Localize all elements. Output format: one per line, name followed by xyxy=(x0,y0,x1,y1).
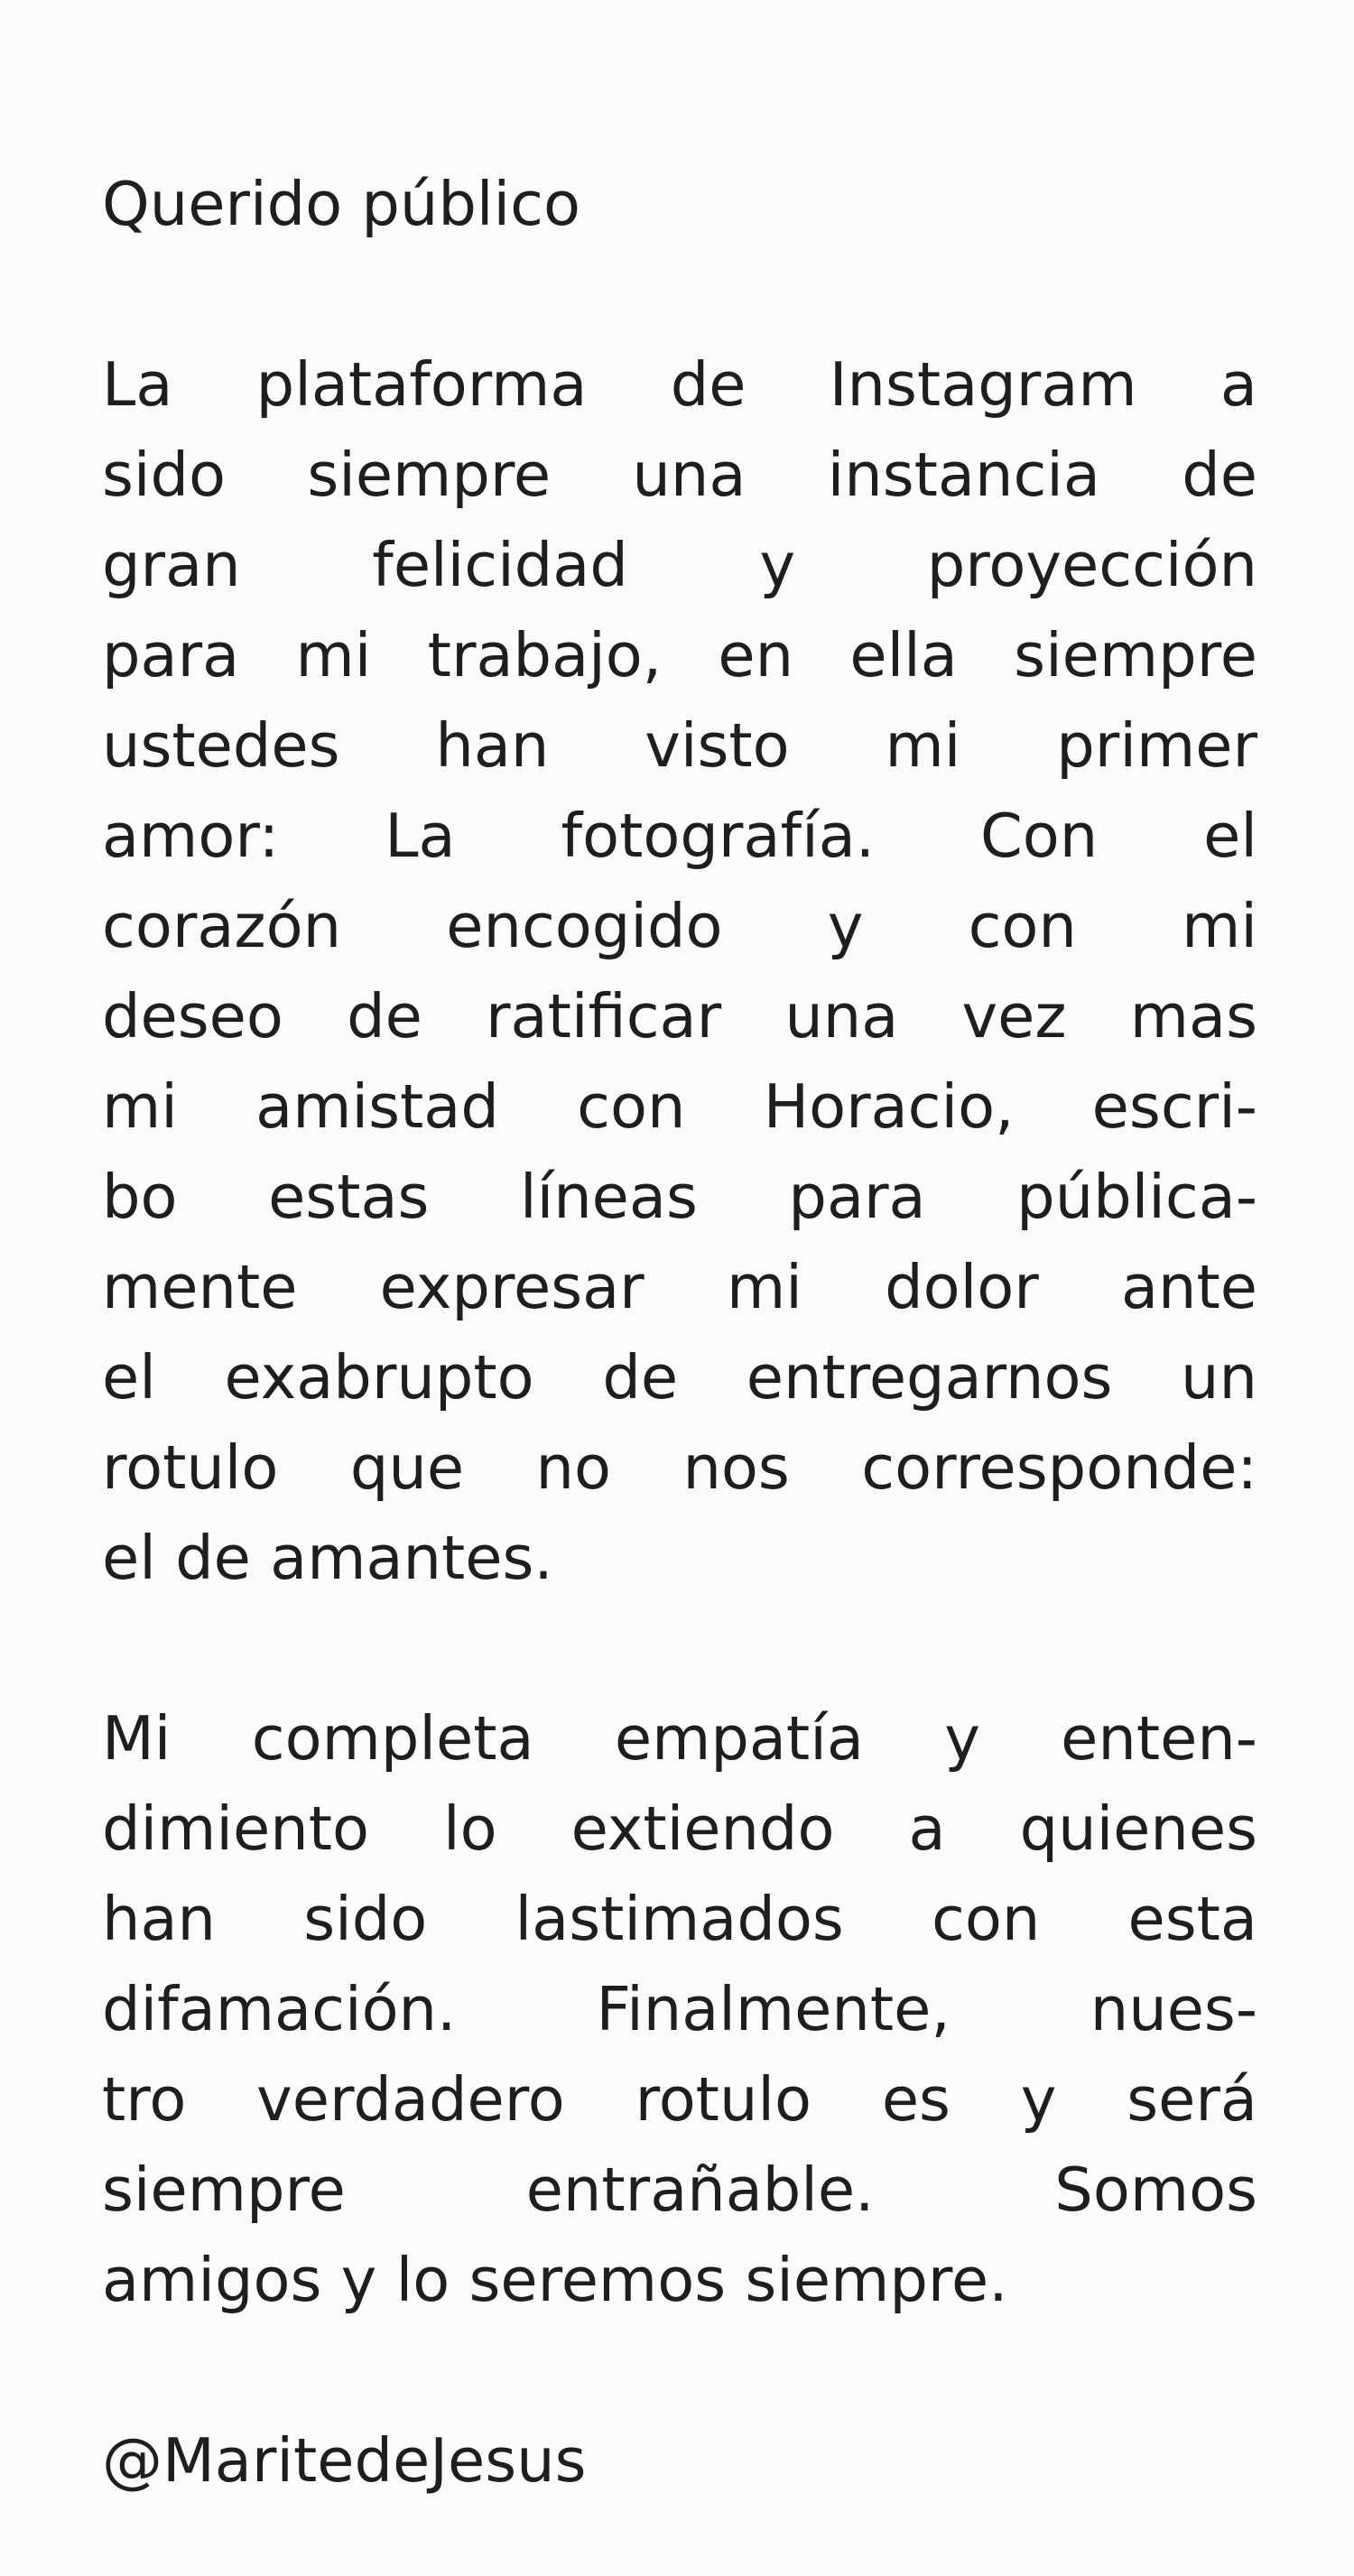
paragraph-line: para mi trabajo, en ella siempre xyxy=(102,620,1257,690)
paragraph-line: rotulo que no nos corresponde: xyxy=(102,1432,1257,1503)
paragraph-line: amor: La fotografía. Con el xyxy=(102,801,1257,871)
paragraph-line: han sido lastimados con esta xyxy=(102,1884,1257,1954)
paragraph-line: el exabrupto de entregarnos un xyxy=(102,1342,1257,1413)
paragraph-line: Mi completa empatía y enten- xyxy=(102,1703,1257,1774)
paragraph-line: mente expresar mi dolor ante xyxy=(102,1252,1257,1322)
paragraph-line: sido siempre una instancia de xyxy=(102,440,1257,510)
paragraph-line: ustedes han visto mi primer xyxy=(102,710,1257,781)
paragraph-line: corazón encogido y con mi xyxy=(102,891,1257,961)
paragraph-line: amigos y lo seremos siempre. xyxy=(102,2245,1008,2315)
signature-handle: @MaritedeJesus xyxy=(102,2425,587,2496)
paragraph-line: bo estas líneas para pública- xyxy=(102,1162,1257,1232)
paragraph-line: el de amantes. xyxy=(102,1523,553,1593)
paragraph-2 xyxy=(102,1693,1257,2325)
paragraph-line: gran felicidad y proyección xyxy=(102,530,1257,600)
paragraph-line: La plataforma de Instagram a xyxy=(102,349,1257,420)
paragraph-line: tro verdadero rotulo es y será xyxy=(102,2064,1257,2135)
paragraph-line: deseo de ratificar una vez mas xyxy=(102,981,1257,1052)
paragraph-line: difamación. Finalmente, nues- xyxy=(102,1974,1257,2044)
paragraph-line: dimiento lo extiendo a quienes xyxy=(102,1793,1257,1864)
salutation: Querido público xyxy=(102,169,580,239)
paragraph-line: mi amistad con Horacio, escri- xyxy=(102,1071,1257,1142)
paragraph-line: siempre entrañable. Somos xyxy=(102,2154,1257,2225)
paragraph-1 xyxy=(102,339,1257,1603)
letter xyxy=(102,159,1257,2506)
